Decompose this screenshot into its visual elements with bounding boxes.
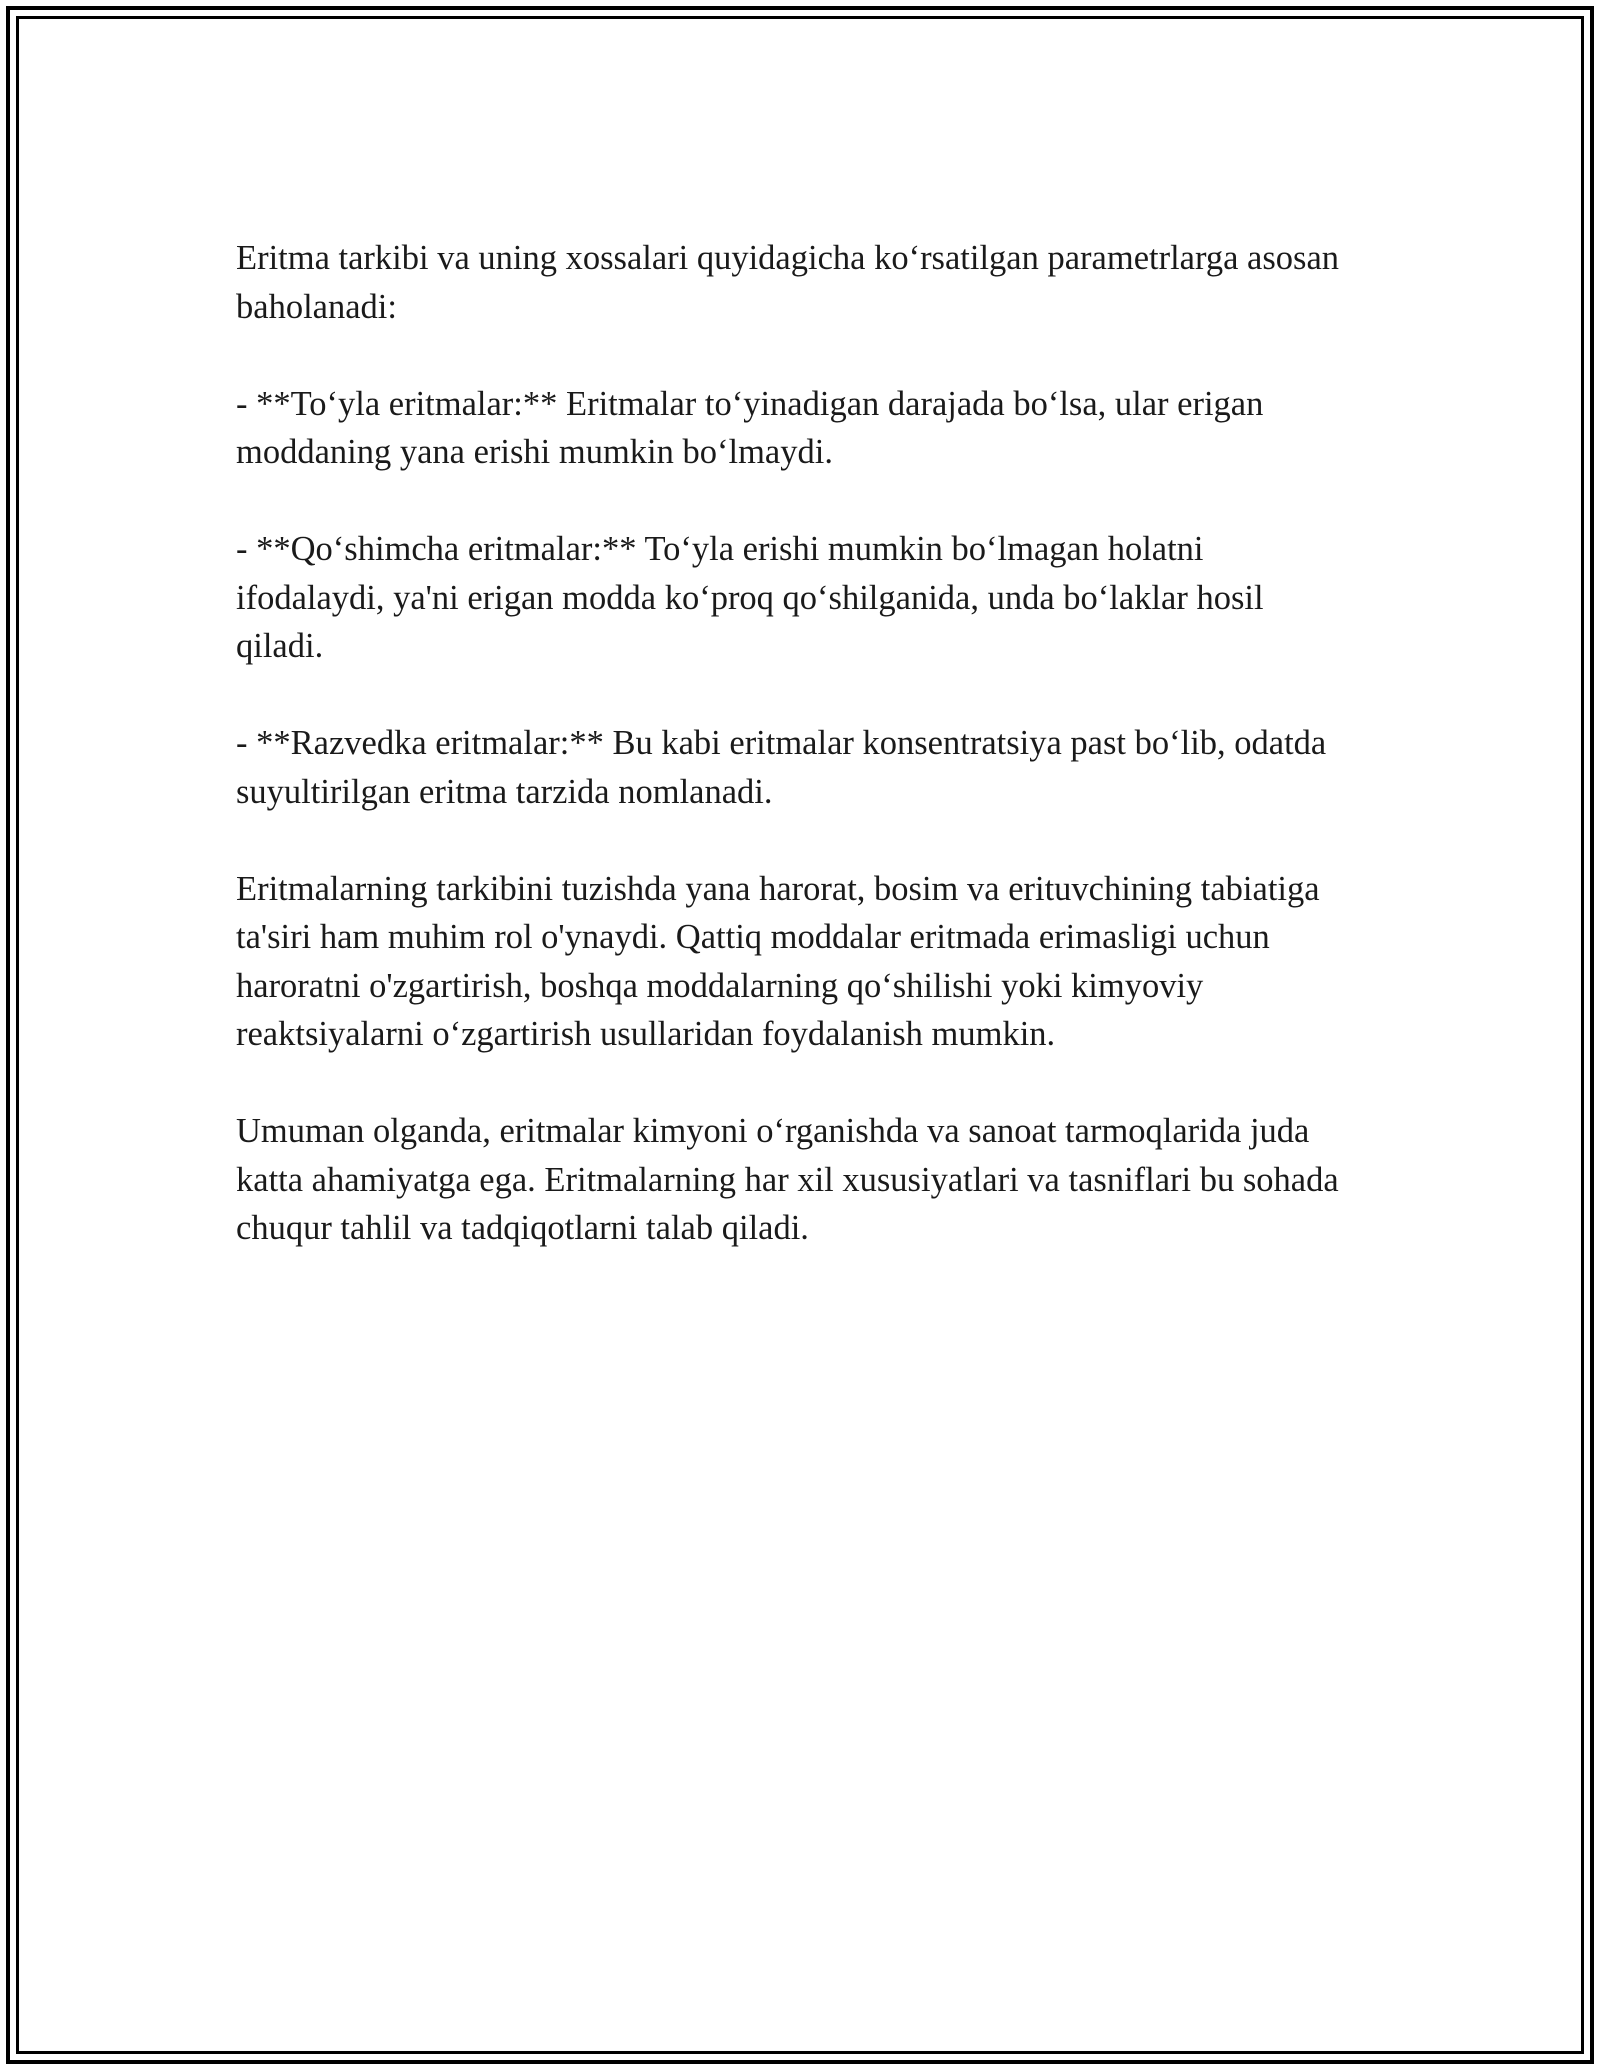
paragraph-dilute-solutions: - **Razvedka eritmalar:** Bu kabi eritmalar konsentratsiya past boʻlib, odatda suyultirilgan eritma tarzida nomlanadi. [236,724,1327,811]
paragraph-intro: Eritma tarkibi va uning xossalari quyidagicha koʻrsatilgan parametrlarga asosan baholanadi: [236,239,1340,326]
paragraph-conclusion: Umuman olganda, eritmalar kimyoni oʻrganishda va sanoat tarmoqlarida juda katta ahamiyatga ega. Eritmalarning har xil xususiyatlari va tasniflari bu sohada chuqur tahlil va tadqiqotlarni talab qiladi. [236,1112,1339,1247]
paragraph-saturated-solutions: - **Toʻyla eritmalar:** Eritmalar toʻyinadigan darajada boʻlsa, ular erigan moddaning yana erishi mumkin boʻlmaydi. [236,384,1264,471]
paragraph-supersaturated-solutions: - **Qoʻshimcha eritmalar:** Toʻyla erishi mumkin boʻlmagan holatni ifodalaydi, ya'ni erigan modda koʻproq qoʻshilganida, unda boʻlaklar hosil qiladi. [236,530,1264,665]
paragraph-factors: Eritmalarning tarkibini tuzishda yana harorat, bosim va erituvchining tabiatiga ta'siri ham muhim rol o'ynaydi. Qattiq moddalar eritmada erimasligi uchun haroratni o'zgartirish, boshqa moddalarning qoʻshilishi yoki kimyoviy reaktsiyalarni oʻzgartirish usullaridan foydalanish mumkin. [236,869,1320,1053]
document-body [236,234,1356,1301]
